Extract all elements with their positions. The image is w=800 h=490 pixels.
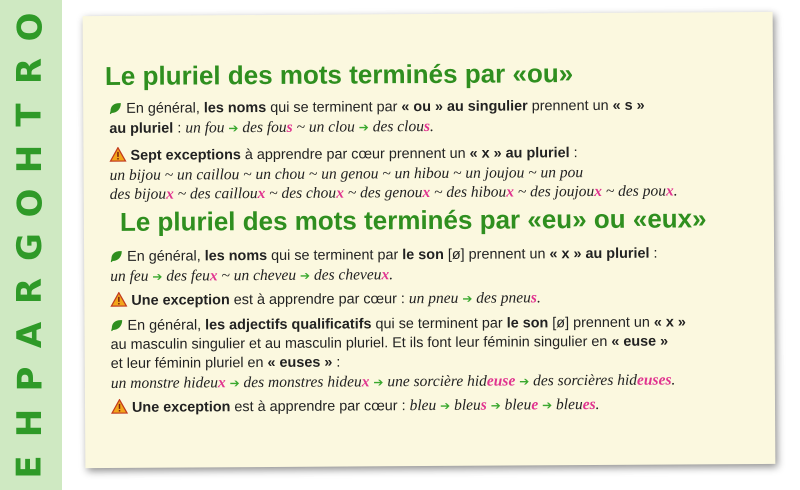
arrow-icon: ➔: [229, 376, 240, 391]
section2-rule1: En général, les noms qui se terminent par le son [ø] prennent un « x » au pluriel : un feu ➔ des feux ~ un cheveu ➔ des cheveux.: [110, 245, 658, 285]
side-band: [0, 0, 62, 490]
side-letter: O: [10, 188, 50, 218]
side-letter: A: [9, 321, 50, 349]
section1-exceptions: Sept exceptions à apprendre par cœur prennent un « x » au pluriel : un bijou ~ un caillou ~ un chou ~ un genou ~ un hibou ~ un joujou ~ un pou des bijoux ~ des cailloux ~ des choux ~ des genoux ~ des hiboux ~ des joujoux ~ des poux.: [109, 143, 751, 204]
side-letter: G: [9, 233, 50, 261]
section2-exception1: Une exception est à apprendre par cœur : un pneu ➔ des pneus.: [110, 287, 752, 311]
side-letter: T: [9, 103, 50, 127]
section1-title: Le pluriel des mots terminés par «ou»: [104, 58, 574, 91]
lesson-card: [83, 12, 776, 468]
green-leaf-icon: [109, 102, 122, 115]
arrow-icon: ➔: [542, 398, 553, 413]
arrow-icon: ➔: [462, 291, 473, 306]
side-label-orthographe: [6, 12, 54, 482]
exceptions-singular-line: un bijou ~ un caillou ~ un chou ~ un genou ~ un hibou ~ un joujou ~ un pou: [109, 164, 584, 184]
section2-title: Le pluriel des mots terminés par «eu» ou «eux»: [119, 203, 707, 237]
arrow-icon: ➔: [373, 375, 384, 390]
side-letter: O: [10, 12, 50, 42]
section2-exception2: Une exception est à apprendre par cœur : bleu ➔ bleus ➔ bleue ➔ bleues.: [111, 394, 753, 418]
section1-rule: En général, les noms qui se terminent par « ou » au singulier prennent un « s » au pluriel : un fou ➔ des fous ~ un clou ➔ des clous.: [109, 97, 645, 137]
arrow-icon: ➔: [519, 374, 530, 389]
arrow-icon: ➔: [299, 268, 311, 283]
warning-triangle-icon: [111, 399, 128, 414]
side-letter: P: [9, 366, 50, 392]
side-letter: H: [10, 408, 50, 438]
arrow-icon: ➔: [490, 398, 501, 413]
arrow-icon: ➔: [440, 398, 451, 413]
side-letter: R: [10, 277, 50, 305]
arrow-icon: ➔: [228, 121, 239, 136]
section2-rule2: En général, les adjectifs qualificatifs qui se terminent par le son [ø] prennent un « x » au masculin singulier et au masculin pluriel. Et ils font leur féminin singulier en « euse » et leur féminin pluriel en « euses » : un monstre hideux ➔ des monstres hideux ➔ une sorcière hideuse ➔ des sorcières hideuses.: [110, 314, 686, 392]
green-leaf-icon: [110, 319, 123, 332]
side-letter: E: [9, 455, 50, 479]
side-letter: H: [10, 144, 50, 174]
warning-triangle-icon: [109, 147, 126, 162]
green-leaf-icon: [110, 250, 123, 263]
exceptions-plural-line: des bijoux ~ des cailloux ~ des choux ~ des genoux ~ des hiboux ~ des joujoux ~ des poux.: [109, 182, 678, 203]
arrow-icon: ➔: [358, 120, 369, 135]
arrow-icon: ➔: [152, 269, 163, 284]
side-letter: R: [10, 57, 50, 85]
warning-triangle-icon: [110, 292, 127, 307]
